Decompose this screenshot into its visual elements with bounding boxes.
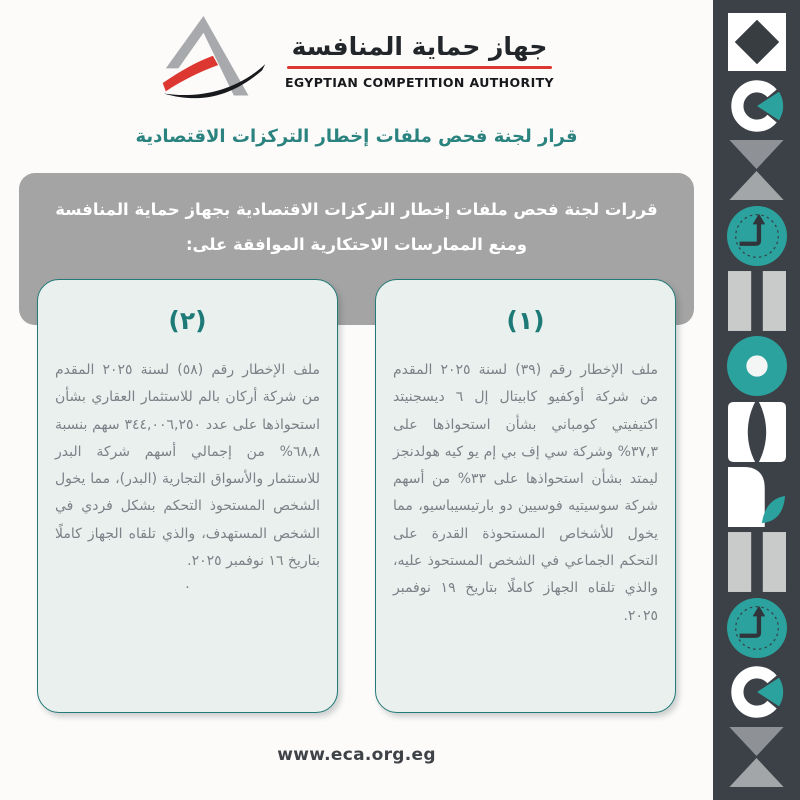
plant-leaf-icon bbox=[728, 467, 786, 527]
decision-card-2 bbox=[37, 279, 338, 713]
logo-text bbox=[285, 32, 554, 90]
c-wedge-icon bbox=[728, 663, 786, 721]
eca-triangle-logo-icon bbox=[159, 16, 271, 106]
logo-english-name: EGYPTIAN COMPETITION AUTHORITY bbox=[284, 75, 555, 90]
logo-red-underline bbox=[287, 66, 552, 69]
card-1-body: ملف الإخطار رقم (٣٩) لسنة ٢٠٢٥ المقدم من شركة أوكفيو كابيتال إل ٦ ديسجنيتد اكتيفيتي كومباني بشأن استحواذها على ٣٧,٣% وشركة سي إف بي إم يو كيه هولدنجز ليمتد بشأن استحواذها على ٣٣% من أسهم شركة سوسيتيه فوسيين دو بارتيسيباسيو، مما يخول للأشخاص المستحوذة القدرة على التحكم الجماعي في الشخص المستحوذ عليه، والذي تلقاه الجهاز كاملًا بتاريخ ١٩ نوفمبر ٢٠٢٥. bbox=[393, 362, 659, 624]
diamond-in-square-icon bbox=[728, 13, 786, 71]
decorative-sidebar bbox=[713, 0, 800, 800]
decision-card-1 bbox=[375, 279, 676, 713]
hourglass-icon bbox=[728, 727, 785, 787]
donut-icon bbox=[727, 336, 787, 396]
website-url: www.eca.org.eg bbox=[277, 745, 436, 765]
intro-text: قررات لجنة فحص ملفات إخطار التركزات الاقتصادية بجهاز حماية المنافسة ومنع الممارسات الاحتكارية الموافقة على: bbox=[55, 200, 658, 254]
card-2-body: ملف الإخطار رقم (٥٨) لسنة ٢٠٢٥ المقدم من شركة أركان بالم للاستثمار العقاري بشأن استحواذها على عدد ٣٤٤,٠٠٦,٢٥٠ سهم بنسبة ٦٨,٨% من إجمالي أسهم شركة البدر للاستثمار والأسواق التجارية (البدر)، مما يخول الشخص المستحوذ التحكم بشكل فردي في الشخص المستهدف، والذي تلقاه الجهاز كاملًا بتاريخ ١٦ نوفمبر ٢٠٢٥. bbox=[55, 362, 320, 570]
clock-arrow-icon bbox=[727, 598, 787, 658]
footer bbox=[0, 745, 713, 765]
card-2-number: (٢) bbox=[168, 306, 207, 335]
page-title: قرار لجنة فحص ملفات إخطار التركزات الاقتصادية bbox=[135, 126, 578, 147]
c-wedge-icon bbox=[728, 77, 786, 135]
pause-bars-icon bbox=[728, 532, 786, 592]
card-2-trailing-dot: . bbox=[185, 576, 190, 593]
double-leaf-icon bbox=[728, 402, 786, 462]
decision-cards bbox=[0, 279, 713, 713]
hourglass-icon bbox=[728, 140, 785, 200]
eca-logo bbox=[0, 0, 713, 106]
logo-arabic-name: جهاز حماية المنافسة bbox=[291, 32, 548, 61]
clock-arrow-icon bbox=[727, 206, 787, 266]
pause-bars-icon bbox=[728, 271, 786, 331]
card-1-number: (١) bbox=[506, 306, 545, 335]
